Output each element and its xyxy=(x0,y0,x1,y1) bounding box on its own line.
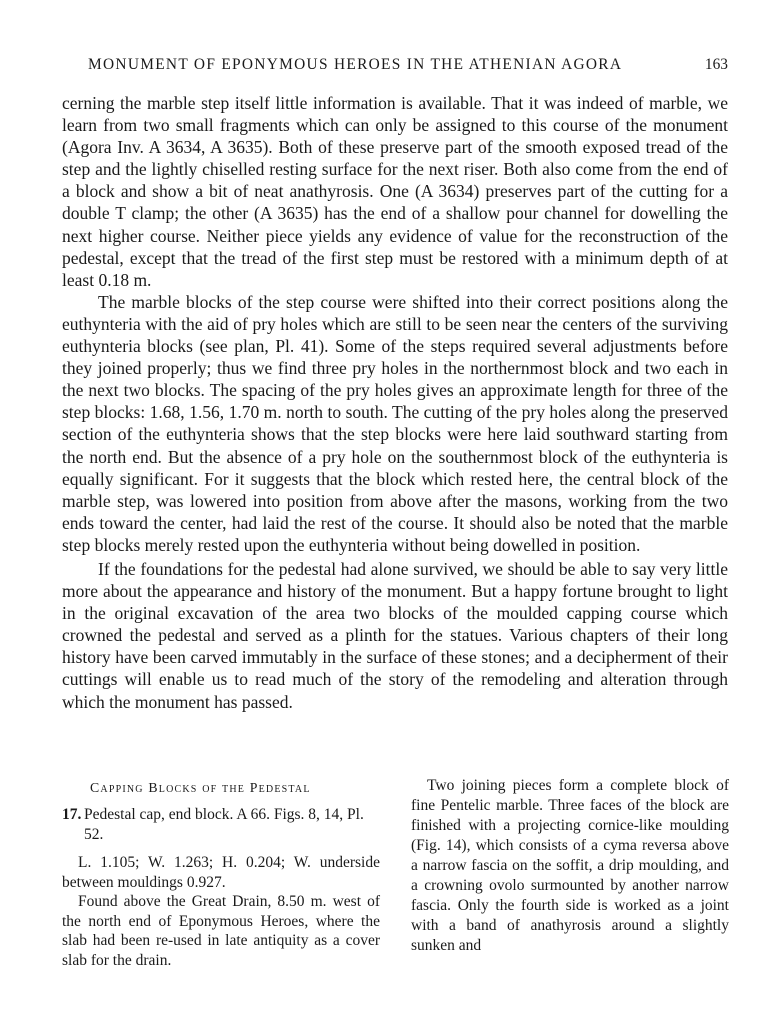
main-text xyxy=(62,92,728,713)
page-number: 163 xyxy=(704,56,728,73)
paragraph-continuation: cerning the marble step itself little information is available. That it was indeed of marble, we learn from two small fragments which can only be assigned to this course of the monument (Agora Inv. A 3634, A 3635). Both of these preserve part of the smooth exposed tread of the step and the lightly chiselled resting surface for the next riser. Both also come from the end of a block and show a bit of neat anathyrosis. One (A 3634) preserves part of the cutting for a double T clamp; the other (A 3635) has the end of a shallow pour channel for dowelling the next higher course. Neither piece yields any evidence of value for the reconstruction of the pedestal, except that the tread of the first step must be restored with a minimum depth of at least 0.18 m. xyxy=(62,93,728,290)
page-header xyxy=(62,56,728,80)
catalogue-entry-description: Two joining pieces form a complete block of fine Pentelic marble. Three faces of the block are finished with a projecting cornice-like moulding (Fig. 14), which consists of a cyma reversa above a narrow fascia on the soffit, a drip moulding, and a crowning ovolo surmounted by another narrow fascia. Only the fourth side is worked as a joint with a band of anathyrosis around a slightly sunken and xyxy=(411,777,729,954)
catalogue-column-right xyxy=(411,776,729,956)
section-heading: Capping Blocks of the Pedestal xyxy=(90,780,311,795)
catalogue-entry-findspot: Found above the Great Drain, 8.50 m. west of the north end of Eponymous Heroes, where the slab had been re-used in late antiquity as a cover slab for the drain. xyxy=(62,893,380,969)
catalogue-entry-number: 17. xyxy=(62,806,82,823)
paragraph-capping-course: If the foundations for the pedestal had alone survived, we should be able to say very little more about the appearance and history of the monument. But a happy fortune brought to light in the original excavation of the area two blocks of the moulded capping course which crowned the pedestal and served as a plinth for the statues. Various chapters of their long history have been carved immutably in the surface of these stones; and a decipherment of their cuttings will enable us to read much of the story of the remodeling and alteration through which the monument has passed. xyxy=(62,558,728,712)
catalogue-entry-heading xyxy=(62,805,380,845)
catalogue-entry-dimensions: L. 1.105; W. 1.263; H. 0.204; W. underside between mouldings 0.927. xyxy=(62,854,380,891)
running-title: MONUMENT OF EPONYMOUS HEROES IN THE ATHENIAN AGORA xyxy=(88,56,623,73)
catalogue-column-left xyxy=(62,780,380,971)
paragraph-pry-holes: The marble blocks of the step course were shifted into their correct positions along the euthynteria with the aid of pry holes which are still to be seen near the centers of the surviving euthynteria blocks (see plan, Pl. 41). Some of the steps required several adjustments before they joined properly; thus we find three pry holes in the northernmost block and two each in the next two blocks. The spacing of the pry holes gives an approximate length for three of the step blocks: 1.68, 1.56, 1.70 m. north to south. The cutting of the pry holes along the preserved section of the euthynteria shows that the step blocks were here laid southward starting from the north end. But the absence of a pry hole on the southernmost block of the euthynteria is equally significant. For it suggests that the block which rested here, the central block of the marble step, was lowered into position from above after the masons, working from the two ends toward the center, had laid the rest of the course. It should also be noted that the marble step blocks merely rested upon the euthynteria without being dowelled in position. xyxy=(62,291,728,555)
catalogue-entry-title: Pedestal cap, end block. A 66. Figs. 8, 14, Pl. 52. xyxy=(84,806,364,843)
